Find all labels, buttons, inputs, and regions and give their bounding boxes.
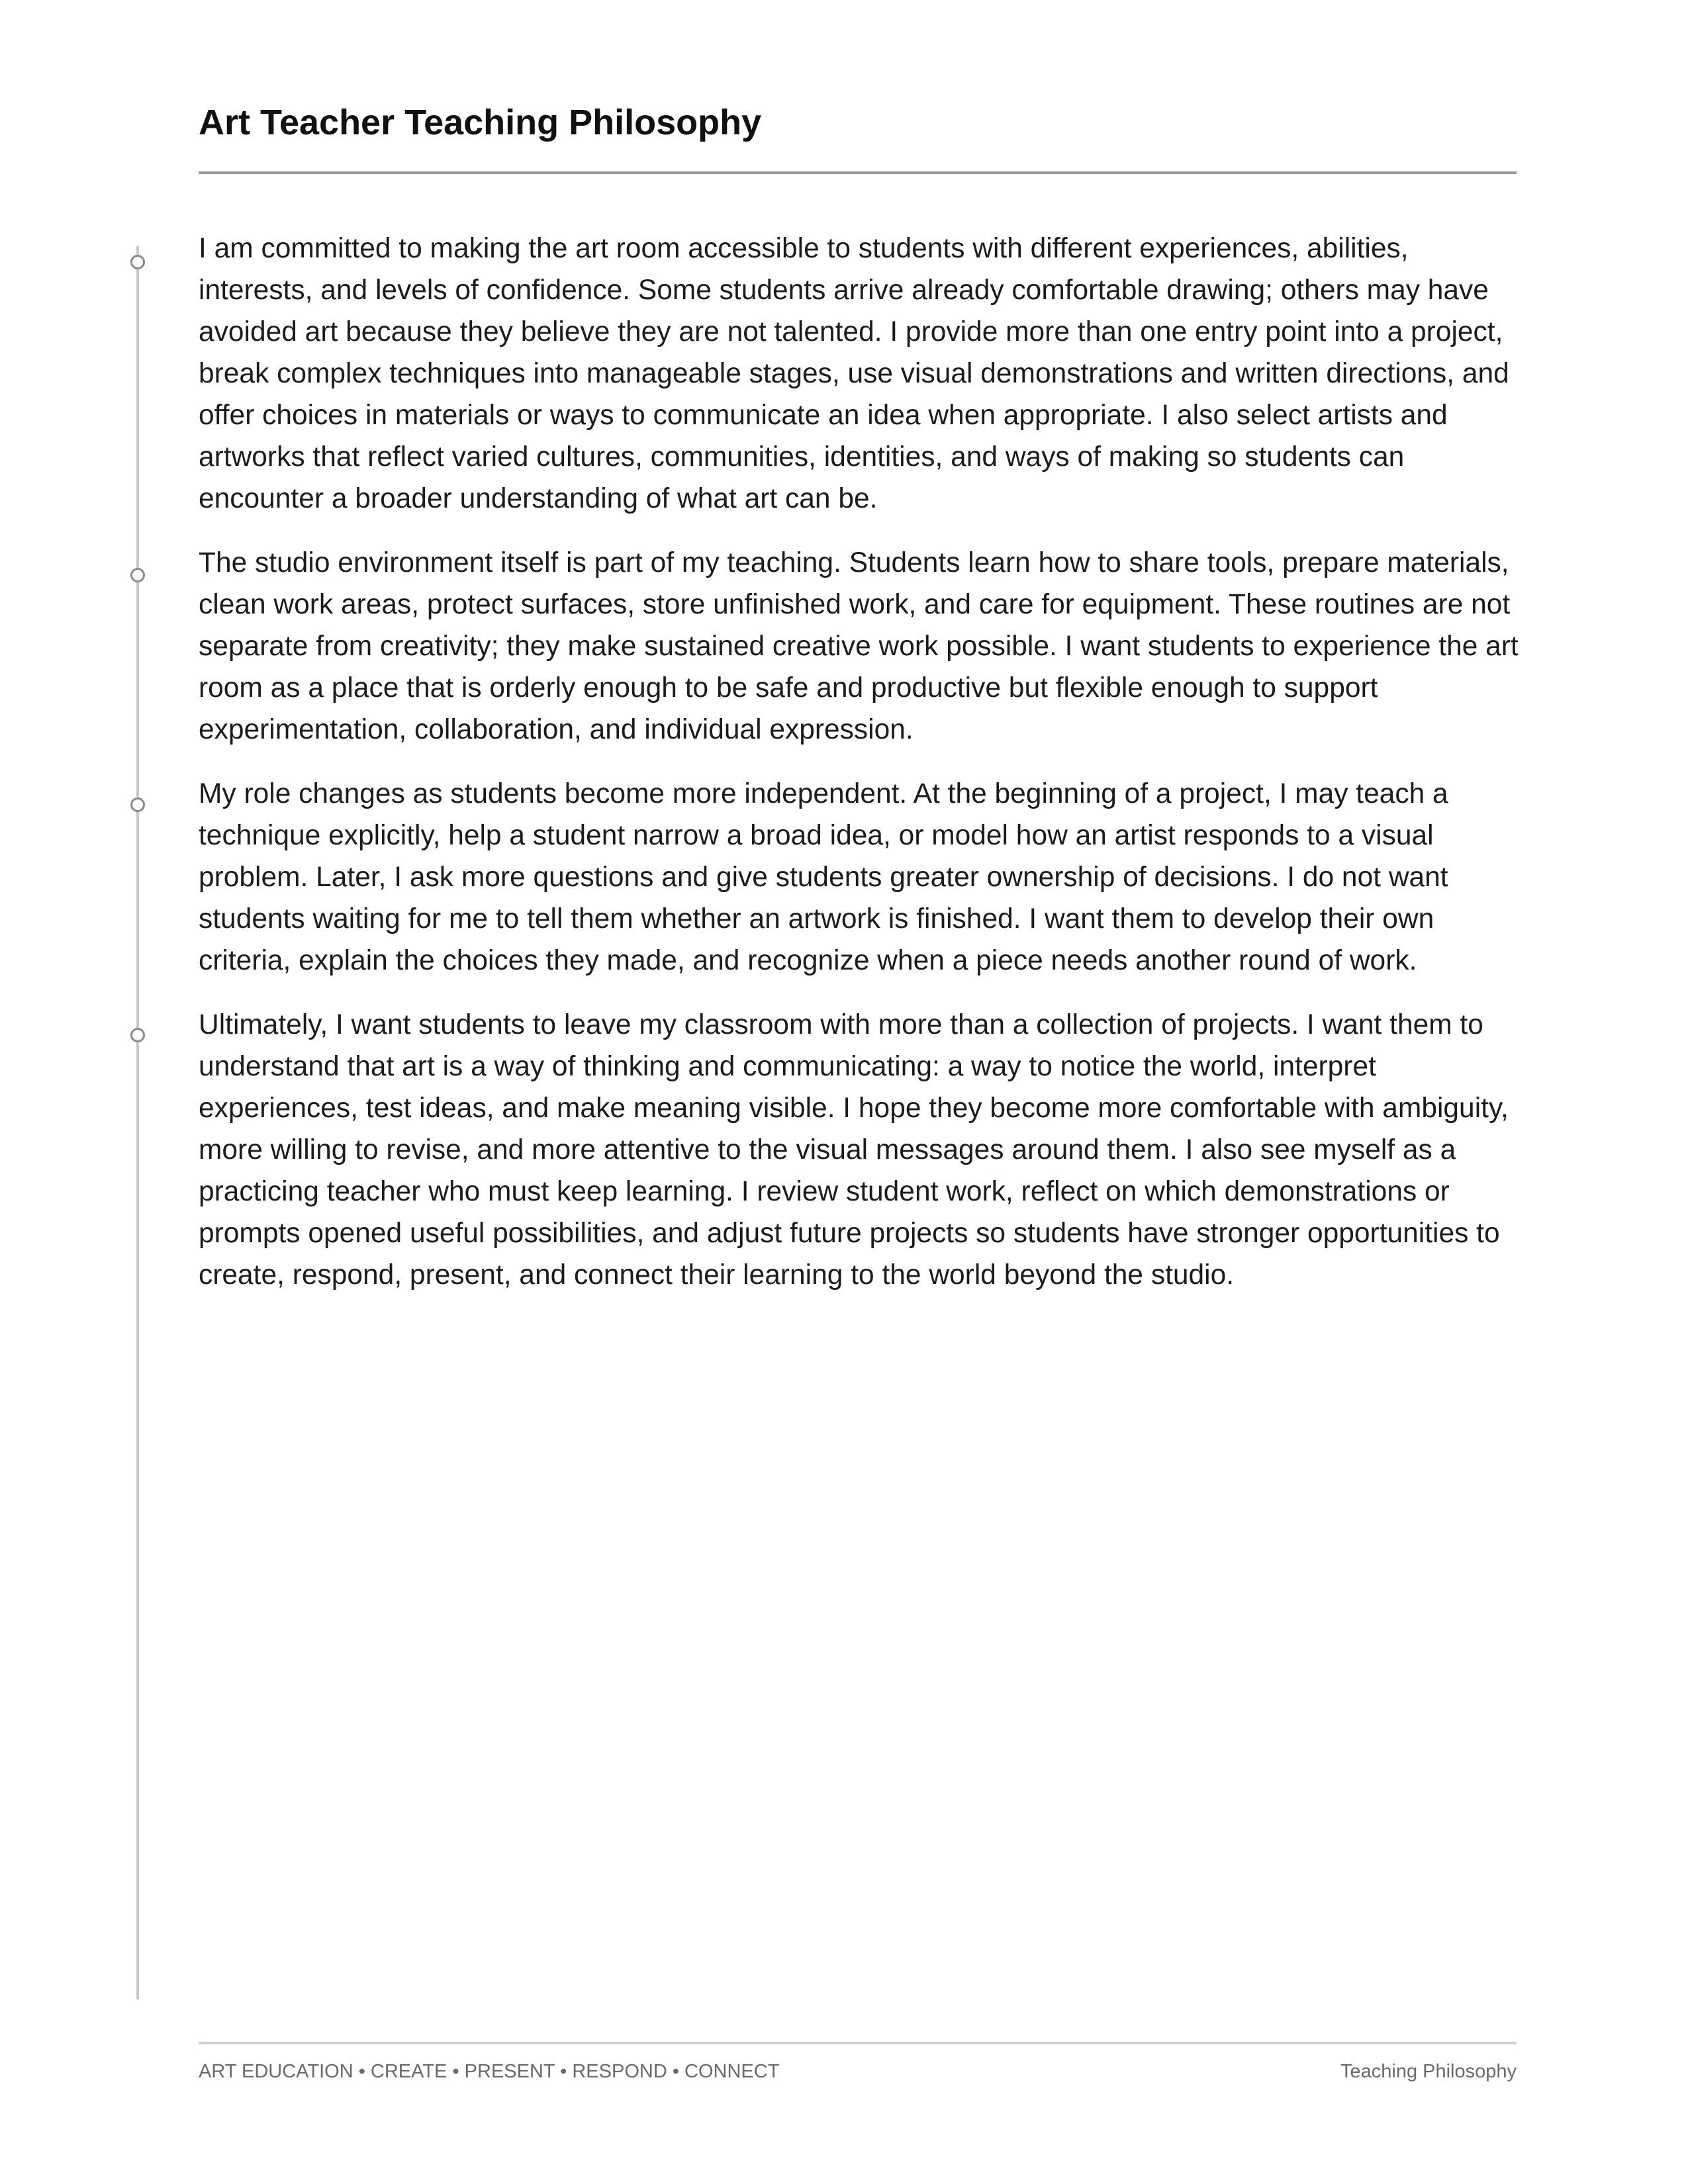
timeline-marker-3 bbox=[130, 797, 145, 812]
timeline-line bbox=[136, 246, 139, 1999]
paragraph-2: The studio environment itself is part of my teaching. Students learn how to share tools, prepare materials, clean work areas, protect surfaces, store unfinished work, and care for equipment. These routines are not separate from creativity; they make sustained creative work possible. I want students to experience the art room as a place that is orderly enough to be safe and productive but flexible enough to support experimentation, collaboration, and individual expression. bbox=[199, 547, 1519, 745]
footer-page-label: Teaching Philosophy bbox=[1340, 2061, 1517, 2082]
paragraph-3: My role changes as students become more independent. At the beginning of a project, I may teach a technique explicitly, help a student narrow a broad idea, or model how an artist responds to a visual problem. Later, I ask more questions and give students greater ownership of decisions. I do not want students waiting for me to tell them whether an artwork is finished. I want them to develop their own criteria, explain the choices they made, and recognize when a piece needs another round of work. bbox=[199, 778, 1448, 976]
title-divider bbox=[199, 171, 1517, 174]
timeline-marker-1 bbox=[130, 255, 145, 269]
timeline-marker-4 bbox=[130, 1028, 145, 1042]
page-title: Art Teacher Teaching Philosophy bbox=[199, 103, 762, 142]
footer-tagline: ART EDUCATION • CREATE • PRESENT • RESPOND • CONNECT bbox=[199, 2061, 780, 2082]
paragraph-4: Ultimately, I want students to leave my classroom with more than a collection of projects. I want them to understand that art is a way of thinking and communicating: a way to notice the world, interpret experiences, test ideas, and make meaning visible. I hope they become more comfortable with ambiguity, more willing to revise, and more attentive to the visual messages around them. I also see myself as a practicing teacher who must keep learning. I review student work, reflect on which demonstrations or prompts opened useful possibilities, and adjust future projects so students have stronger opportunities to create, respond, present, and connect their learning to the world beyond the studio. bbox=[199, 1009, 1509, 1291]
document-body bbox=[199, 228, 1519, 1318]
paragraph-1: I am committed to making the art room accessible to students with different experiences, abilities, interests, and levels of confidence. Some students arrive already comfortable drawing; others may have avoided art because they believe they are not talented. I provide more than one entry point into a project, break complex techniques into manageable stages, use visual demonstrations and written directions, and offer choices in materials or ways to communicate an idea when appropriate. I also select artists and artworks that reflect varied cultures, communities, identities, and ways of making so students can encounter a broader understanding of what art can be. bbox=[199, 233, 1509, 514]
timeline-marker-2 bbox=[130, 568, 145, 582]
footer-divider bbox=[199, 2042, 1517, 2044]
